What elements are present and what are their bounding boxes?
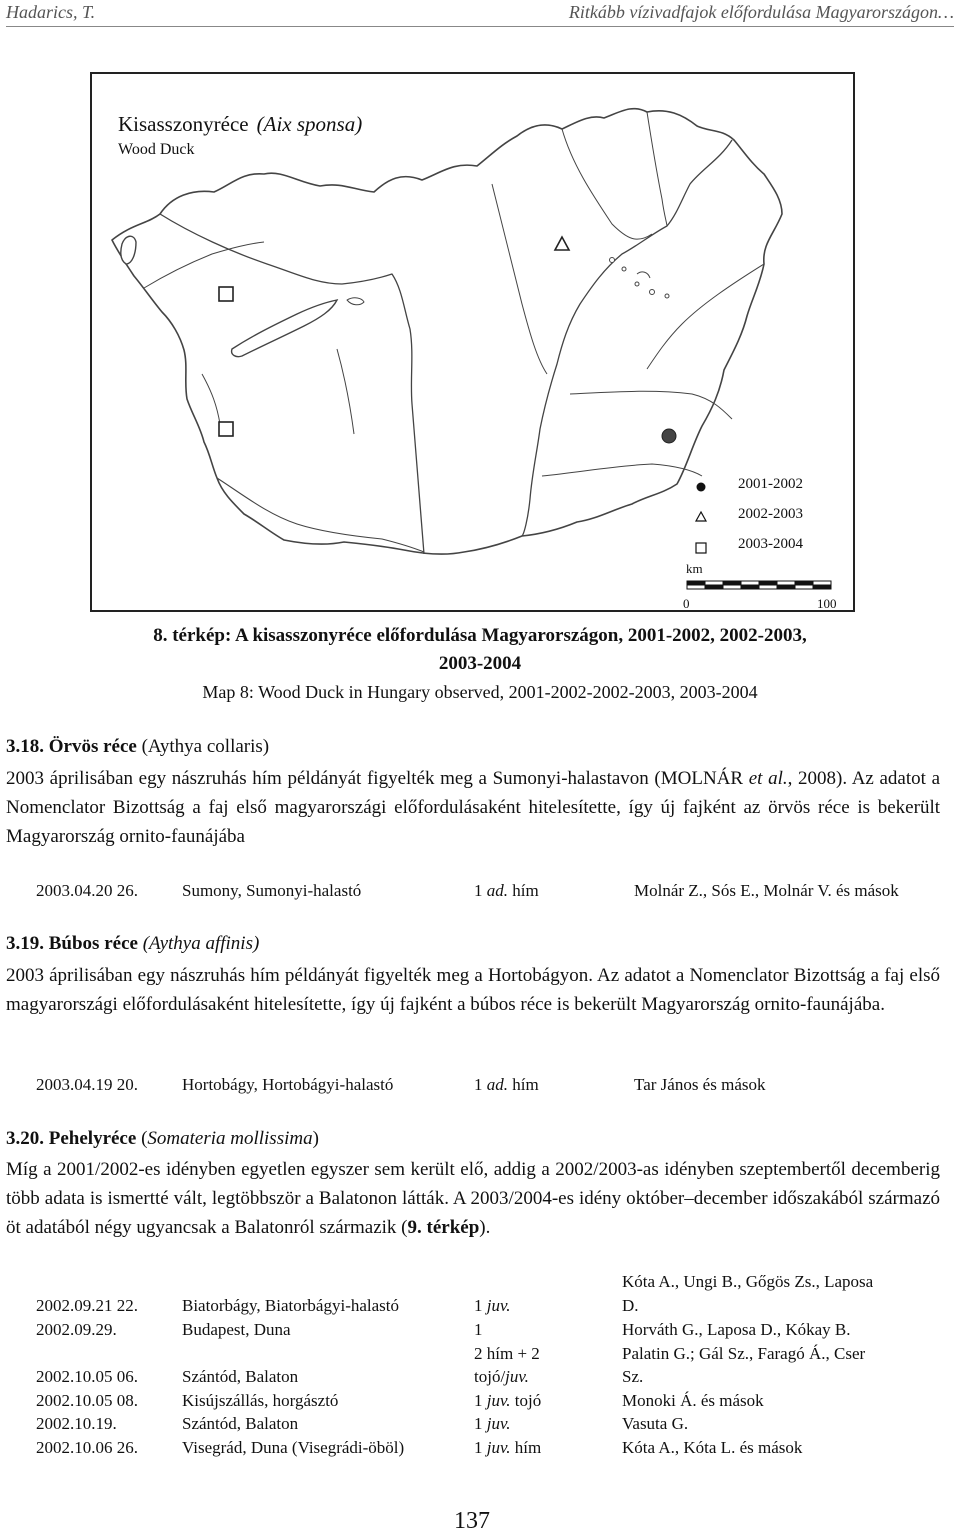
tisza-lake [637,272,650,278]
record-date: 2002.10.05 08. [36,1391,138,1410]
record-place: Kisújszállás, horgásztó [182,1391,339,1410]
count-sex: tojó [514,1391,542,1410]
record-date: 2003.04.20 26. [36,881,138,900]
record-observers-line: Palatin G.; Gál Sz., Faragó Á., Cser [622,1344,866,1363]
drava-river [217,478,424,552]
scale-max: 100 [817,596,837,611]
paren: ) [312,1128,319,1149]
page-number: 137 [454,1508,490,1534]
scale-bar [687,581,831,589]
record-2002-2003-hortobagy [555,237,569,250]
species-name: Pehelyréce [48,1128,137,1149]
record-count [474,1391,541,1411]
legend-square-icon [696,543,706,553]
danube-river [160,214,424,554]
section-text-3-18 [6,764,940,851]
record-2003-2004-south [219,422,233,436]
record-2003-2004-north [219,287,233,301]
pond [665,294,669,298]
legend-label: 2001-2002 [738,476,803,492]
hernad-river [647,112,667,226]
legend-filled-circle-icon [697,483,706,492]
record-observers: Vasuta G. [622,1414,689,1433]
sio-river [337,349,354,434]
record-observers: Horváth G., Laposa D., Kókay B. [622,1320,851,1339]
count-age: juv. [505,1367,529,1386]
distribution-map [90,72,855,612]
caption-line: 8. térkép: A kisasszonyréce előfordulása Magyarországon, 2001-2002, 2002-2003, [153,625,807,646]
species-latin [141,1128,319,1149]
record-place: Szántód, Balaton [182,1414,299,1433]
count-number: 1 [474,881,483,900]
count-sex: hím [514,1438,542,1457]
paragraph-text: Míg a 2001/2002-es idényben egyetlen egyszer sem került elő, addig a 2002/2003-as idényben szeptembertől decemberig több adata is ismertté vált, legtöbbször a Balatonon látták. A 2003/2004-es idény október–december időszakából származó öt adatából négy ugyancsak a Balatonról származik ( [6,1159,940,1238]
section-text-3-19: 2003 áprilisában egy nászruhás hím példányát figyelték meg a Hortobágyon. Az adatot a Nomenclator Bizottság a faj első magyarországi előfordulásaként hitelesítette, így új fajként a búbos réce is bekerült Magyarország ornito-faunájába. [6,965,940,1015]
count-number: 1 [474,1296,483,1315]
map-title-hungarian: Kisasszonyréce [118,112,249,136]
record-date: 2002.09.21 22. [36,1296,138,1315]
caption-line: 2003-2004 [438,653,522,674]
tisza-river [522,140,732,536]
running-header [6,2,954,28]
zagyva-river [492,184,547,374]
section-number: 3.19. [6,933,44,954]
count-number: 1 [474,1075,483,1094]
record-2001-2002 [662,429,676,443]
record-count-line: 2 hím + 2 [474,1344,540,1363]
sajo-river [562,129,652,239]
record-observers: Tar János és mások [634,1075,766,1094]
count-age: juv. [486,1391,511,1410]
hungary-map-outline [92,74,853,610]
map-subtitle-english: Wood Duck [118,141,195,158]
count-number: 1 [474,1414,483,1433]
count-number: 1 [474,1438,483,1457]
section-heading-3-20 [6,1128,319,1150]
species-name: Búbos réce [48,933,138,954]
record-observers: Molnár Z., Sós E., Molnár V. és mások [634,881,899,900]
record-place: Szántód, Balaton [182,1367,299,1386]
section-heading-3-18 [6,736,269,758]
header-title: Ritkább vízivadfajok előfordulása Magyarországon… [568,2,954,22]
count-age: ad. [486,1075,508,1094]
lake-ferto [121,236,136,264]
map-reference: 9. térkép [407,1217,480,1238]
lake-balaton [232,300,337,357]
species-latin: (Aythya collaris) [141,736,270,757]
species-latin: (Aythya affinis) [142,933,260,954]
pond [635,282,639,286]
record-place: Budapest, Duna [182,1320,291,1339]
section-number: 3.18. [6,736,44,757]
country-border [112,109,782,555]
raba-river [144,242,264,288]
header-rule [6,26,954,27]
count-age: juv. [486,1414,511,1433]
record-date: 2002.10.19. [36,1414,117,1433]
record-count [474,881,539,901]
record-count: 1 [474,1320,483,1339]
record-place: Hortobágy, Hortobágyi-halastó [182,1075,394,1094]
velence-lake [347,298,364,305]
map-title-latin: (Aix sponsa) [256,112,363,136]
section-text-3-20 [6,1155,940,1242]
record-observers-line: Sz. [622,1367,644,1386]
count-sex: hím [512,881,539,900]
record-place: Visegrád, Duna (Visegrádi-öböl) [182,1438,405,1457]
legend-label: 2002-2003 [738,506,803,522]
map-caption-english: Map 8: Wood Duck in Hungary observed, 2001-2002-2002-2003, 2003-2004 [202,682,758,702]
count-age: ad. [486,881,508,900]
record-count [474,1296,511,1316]
section-heading-3-19 [6,933,259,955]
record-place: Biatorbágy, Biatorbágyi-halastó [182,1296,400,1315]
paragraph-text: ). [479,1217,491,1238]
count-sex: hím [512,1075,539,1094]
record-observers-line: Kóta A., Ungi B., Gőgös Zs., Laposa [622,1272,874,1291]
latin-name: Somateria mollissima [147,1128,313,1149]
record-count [474,1414,511,1434]
scale-unit: km [686,561,703,576]
count-number: 1 [474,1391,483,1410]
paren: ( [141,1128,148,1149]
record-observers: Kóta A., Kóta L. és mások [622,1438,803,1457]
count-age: juv. [486,1296,511,1315]
record-observers: Monoki Á. és mások [622,1391,764,1410]
legend-label: 2003-2004 [738,536,803,552]
pond [622,267,626,271]
record-date: 2002.10.06 26. [36,1438,138,1457]
paragraph-text: 2003 áprilisában egy nászruhás hím példányát figyelték meg a Sumonyi-halastavon ( [6,768,661,789]
species-name: Örvös réce [48,736,137,757]
record-place: Sumony, Sumonyi-halastó [182,881,362,900]
section-number: 3.20. [6,1128,44,1149]
zala-river [202,374,220,424]
count-age: juv. [486,1438,511,1457]
pond [650,290,655,295]
record-date: 2002.10.05 06. [36,1367,138,1386]
map-caption-hungarian [0,622,960,678]
legend-triangle-icon [696,512,706,521]
record-count-line [474,1367,529,1387]
pond [610,258,615,263]
paragraph-text: , 2008). Az adatot a Nomenclator Bizottság a faj első magyarországi előfordulásaként hitelesítette, így új fajként az örvös réce is bekerült Magyarország ornito-faunájába [6,768,941,847]
record-date: 2003.04.19 20. [36,1075,138,1094]
record-observers-line: D. [622,1296,639,1315]
header-author: Hadarics, T. [6,2,96,22]
count-sex: tojó/ [474,1367,506,1386]
record-count [474,1075,539,1095]
maros-river [542,464,702,476]
author-name: MOLNÁR [660,768,744,789]
map-title [118,112,362,137]
record-count [474,1438,541,1458]
author-etal: et al. [748,768,788,789]
scale-min: 0 [683,596,690,611]
record-date: 2002.09.29. [36,1320,117,1339]
